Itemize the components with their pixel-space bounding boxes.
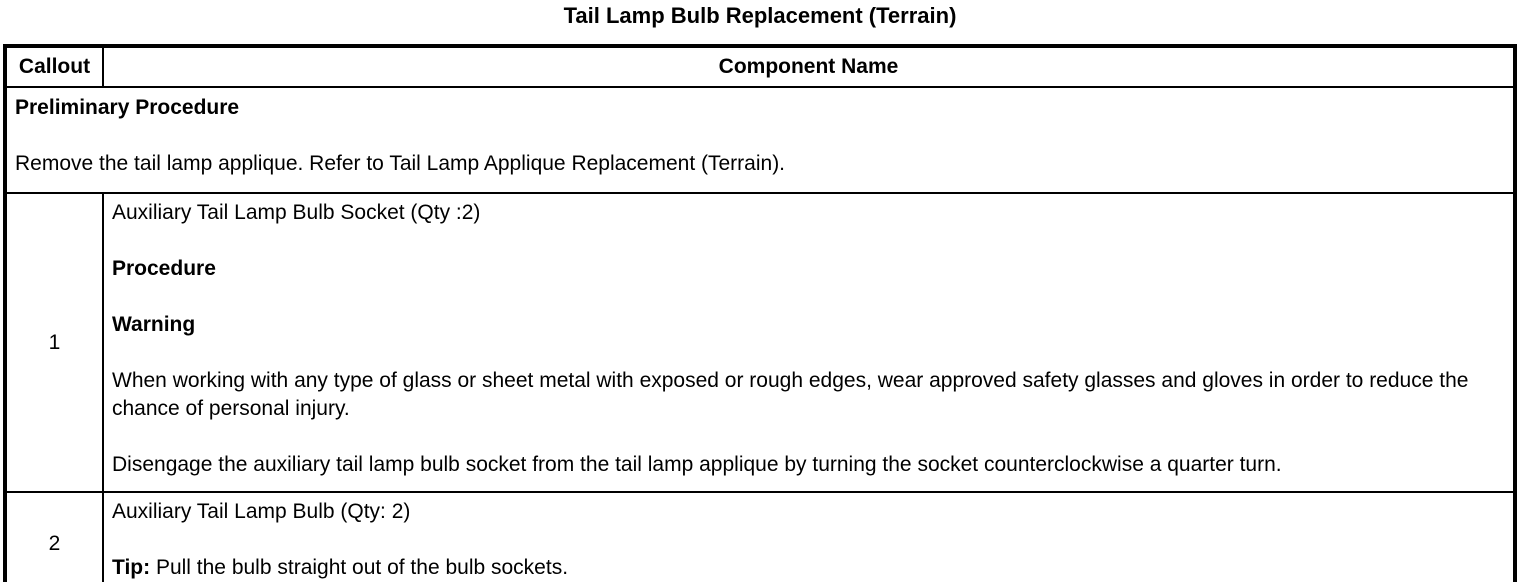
component-name-column-header: Component Name [103, 46, 1515, 87]
callout-number-1: 1 [5, 193, 103, 492]
procedure-heading: Procedure [112, 257, 216, 280]
step-text: Disengage the auxiliary tail lamp bulb socket from the tail lamp applique by turning the socket counterclockwise a quarter turn. [112, 453, 1282, 476]
table-row [5, 492, 1515, 582]
component-cell-2 [103, 492, 1515, 582]
parts-table [3, 44, 1517, 582]
callout-number-2: 2 [5, 492, 103, 582]
callout-column-header: Callout [5, 46, 103, 87]
component-name-text: Auxiliary Tail Lamp Bulb (Qty: 2) [112, 500, 411, 523]
warning-heading: Warning [112, 313, 196, 336]
tip-text: Pull the bulb straight out of the bulb sockets. [150, 556, 569, 579]
preliminary-procedure-row [5, 87, 1515, 193]
table-row [5, 193, 1515, 492]
table-header-row [5, 46, 1515, 87]
tip-label: Tip: [112, 556, 151, 579]
warning-text: When working with any type of glass or sheet metal with exposed or rough edges, wear approved safety glasses and gloves in order to reduce the chance of personal injury. [112, 369, 1469, 420]
preliminary-procedure-heading: Preliminary Procedure [15, 96, 240, 119]
page-title: Tail Lamp Bulb Replacement (Terrain) [563, 3, 957, 28]
preliminary-procedure-cell [5, 87, 1515, 193]
preliminary-procedure-text: Remove the tail lamp applique. Refer to Tail Lamp Applique Replacement (Terrain). [15, 152, 786, 175]
component-cell-1 [103, 193, 1515, 492]
tip-text-line [112, 554, 1505, 582]
component-name-text: Auxiliary Tail Lamp Bulb Socket (Qty :2) [112, 201, 481, 224]
